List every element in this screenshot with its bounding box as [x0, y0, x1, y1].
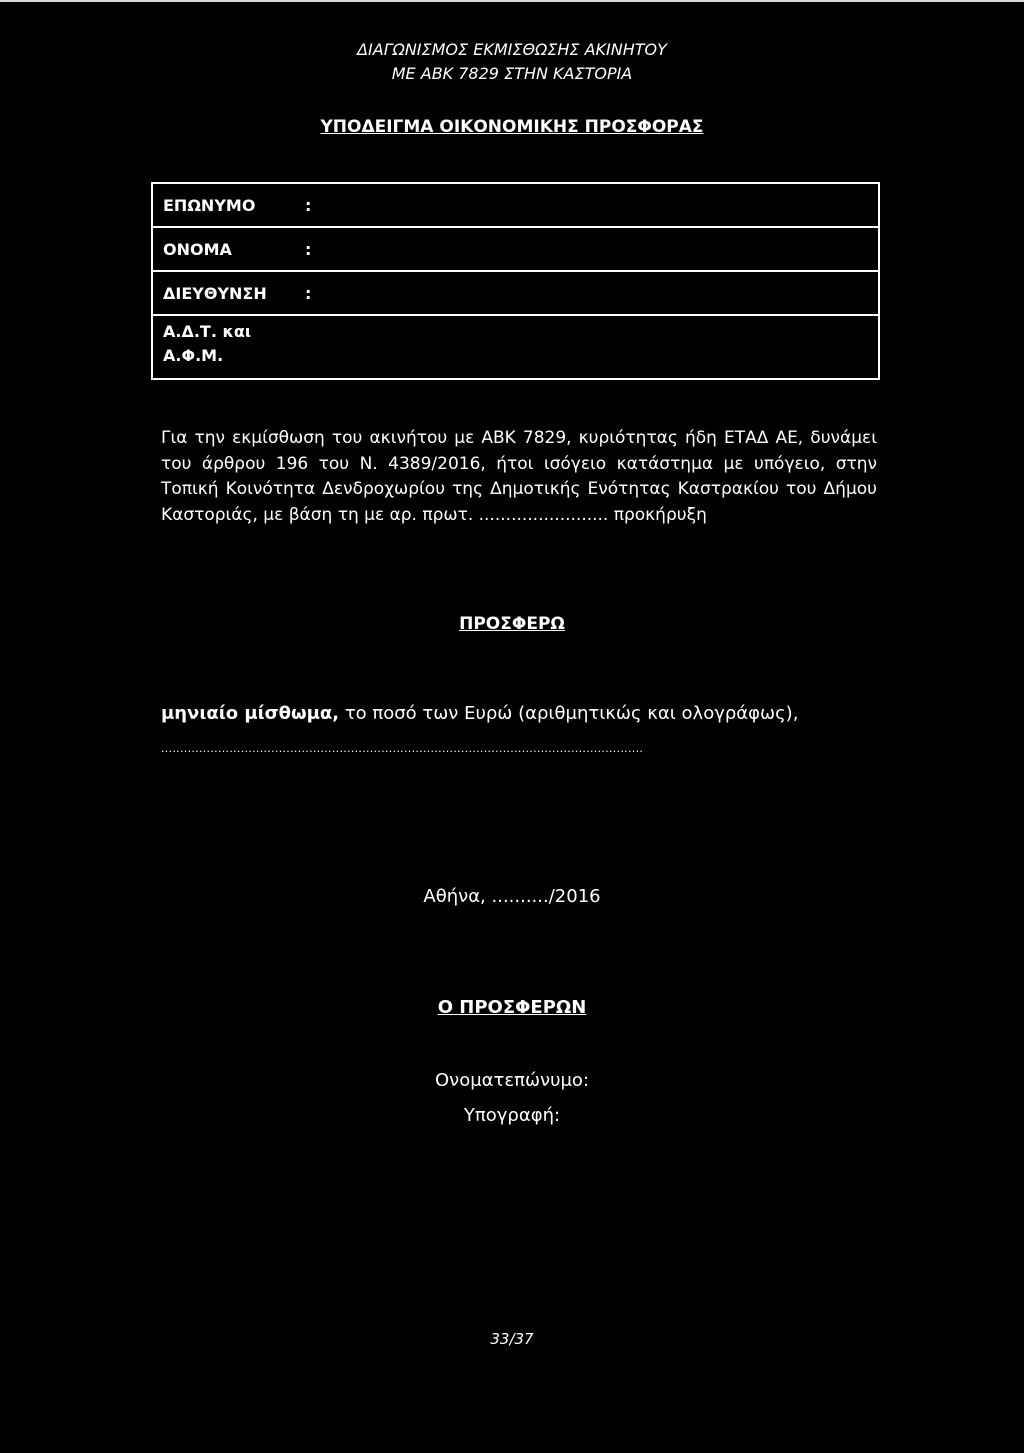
lease-description-paragraph: Για την εκμίσθωση του ακινήτου με ΑΒΚ 7829, κυριότητας ήδη ΕΤΑΔ ΑΕ, δυνάμει του άρθρου 196 του Ν. 4389/2016, ήτοι ισόγειο κατάστημα με υπόγειο, στην Τοπική Κοινότητα Δενδροχωρίου της Δημοτικής Ενότητας Καστρακίου του Δήμου Καστοριάς, με βάση τη με αρ. πρωτ. ........................ προκήρυξη: [161, 428, 877, 525]
surname-colon: :: [305, 196, 312, 215]
address-row: [153, 272, 878, 316]
id-tax-row: [153, 316, 878, 378]
name-colon: :: [305, 240, 312, 259]
document-title: ΥΠΟΔΕΙΓΜΑ ΟΙΚΟΝΟΜΙΚΗΣ ΠΡΟΣΦΟΡΑΣ: [320, 117, 704, 137]
name-label: ΟΝΟΜΑ: [163, 240, 232, 259]
surname-label: ΕΠΩΝΥΜΟ: [163, 196, 256, 215]
amount-description: το ποσό των Ευρώ (αριθμητικώς και ολογράφως),: [339, 703, 799, 724]
full-name-label: Ονοματεπώνυμο:: [434, 1070, 590, 1091]
scan-top-edge: [0, 0, 1024, 2]
tender-header-line1: ΔΙΑΓΩΝΙΣΜΟΣ ΕΚΜΙΣΘΩΣΗΣ ΑΚΙΝΗΤΟΥ: [357, 40, 667, 59]
amount-fill-line: ...............................................................................................................................: [161, 742, 644, 755]
bidder-heading: Ο ΠΡΟΣΦΕΡΩΝ: [437, 997, 587, 1018]
bidder-info-table: [151, 182, 880, 380]
address-colon: :: [305, 284, 312, 303]
signature-label: Υπογραφή:: [463, 1105, 561, 1126]
monthly-rent-label: μηνιαίο μίσθωμα,: [161, 703, 340, 724]
offer-heading: ΠΡΟΣΦΕΡΩ: [459, 614, 565, 634]
monthly-rent-line: [161, 702, 798, 726]
surname-row: [153, 184, 878, 228]
place-date: Αθήνα, ........../2016: [423, 886, 601, 907]
page-number: 33/37: [490, 1330, 534, 1348]
id-label: Α.Δ.Τ. και: [163, 322, 252, 341]
tender-header-line2: ΜΕ ΑΒΚ 7829 ΣΤΗΝ ΚΑΣΤΟΡΙΑ: [391, 64, 633, 83]
address-label: ΔΙΕΥΘΥΝΣΗ: [163, 284, 267, 303]
name-row: [153, 228, 878, 272]
tax-id-label: Α.Φ.Μ.: [163, 346, 224, 365]
